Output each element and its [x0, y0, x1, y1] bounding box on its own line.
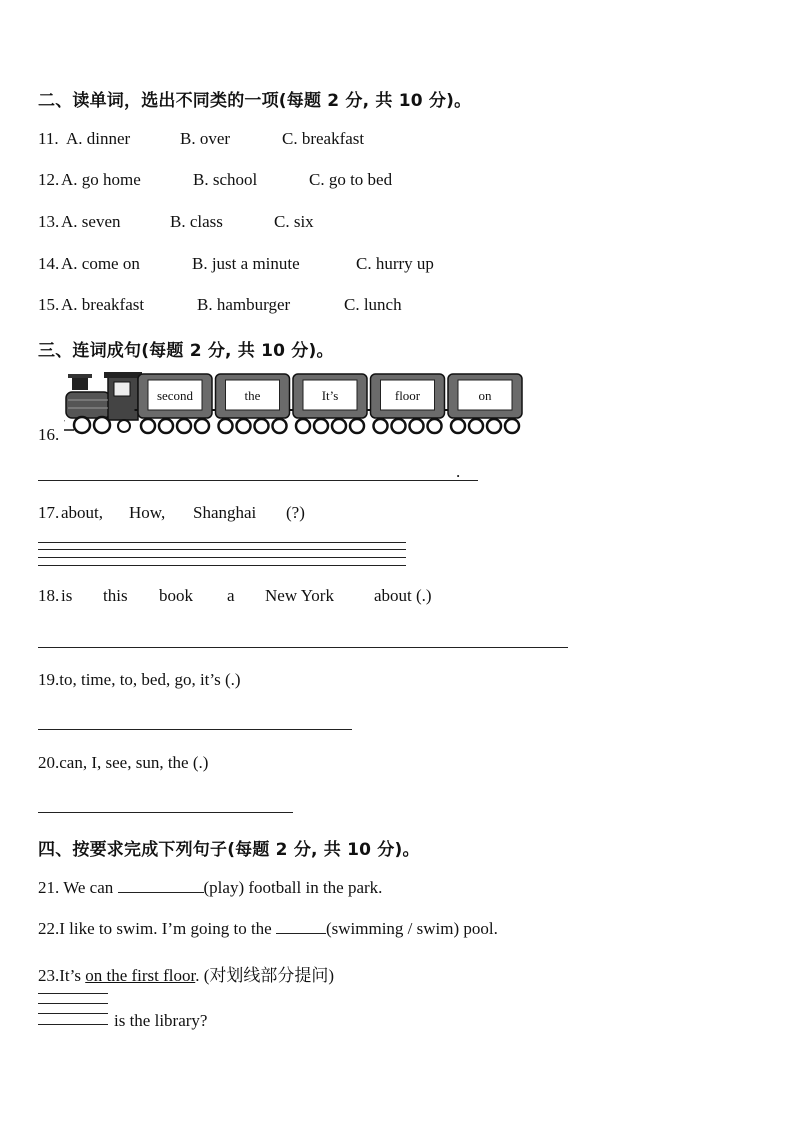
option-a: A. go home: [61, 170, 141, 189]
question-number: 17.: [38, 503, 60, 522]
car-word: floor: [394, 388, 421, 403]
answer-line: [38, 812, 293, 813]
section-3-heading: 三、连词成句(每题 2 分, 共 10 分)。: [38, 341, 334, 361]
question-number: 16.: [38, 425, 60, 444]
question-number: 12.: [38, 170, 60, 189]
option-c: C. lunch: [344, 295, 402, 314]
fill-blank[interactable]: [118, 891, 204, 893]
question-21: [38, 878, 382, 898]
question-text: 23.It’s: [38, 966, 81, 985]
word: New York: [265, 586, 334, 605]
question-number: 18.: [38, 586, 60, 605]
answer-line: [38, 565, 406, 566]
option-b: B. class: [170, 212, 223, 231]
car-word: the: [244, 388, 261, 403]
question-number: 11.: [38, 129, 59, 148]
fill-blank[interactable]: [276, 932, 326, 934]
train-illustration: [64, 370, 524, 440]
word: this: [103, 586, 128, 605]
train-car: [212, 374, 290, 433]
word: is: [61, 586, 73, 605]
train-car: [135, 374, 213, 433]
answer-line: [38, 480, 478, 481]
word: (?): [286, 503, 305, 522]
option-a: A. come on: [61, 254, 140, 273]
instruction-text: . (对划线部分提问): [195, 966, 335, 985]
option-c: C. hurry up: [356, 254, 434, 273]
train-car: [367, 374, 445, 433]
answer-line[interactable]: [38, 1003, 108, 1004]
answer-line: [38, 542, 406, 543]
word: a: [227, 586, 235, 605]
option-b: B. over: [180, 129, 231, 148]
car-word: on: [478, 388, 492, 403]
word: How,: [129, 503, 166, 522]
answer-line: [38, 549, 406, 550]
question-23: [38, 961, 334, 986]
question-text: 22.I like to swim. I’m going to the: [38, 919, 272, 938]
answer-line: [38, 647, 568, 648]
underlined-phrase: on the first floor: [85, 966, 196, 985]
option-c: C. six: [274, 212, 314, 231]
question-19: 19.to, time, to, bed, go, it’s (.): [38, 670, 241, 689]
word: Shanghai: [193, 503, 257, 522]
option-b: B. just a minute: [192, 254, 300, 273]
answer-line[interactable]: [38, 993, 108, 994]
option-b: B. hamburger: [197, 295, 291, 314]
question-22: [38, 919, 498, 939]
question-20: 20.can, I, see, sun, the (.): [38, 753, 209, 772]
train-car: [445, 374, 523, 433]
question-number: 15.: [38, 295, 60, 314]
option-a: A. dinner: [66, 129, 131, 148]
question-number: 13.: [38, 212, 60, 231]
question-number: 14.: [38, 254, 60, 273]
question-text: (swimming / swim) pool.: [325, 919, 498, 938]
option-c: C. go to bed: [309, 170, 393, 189]
word: about,: [61, 503, 104, 522]
answer-line: [38, 729, 352, 730]
question-text: (play) football in the park.: [203, 878, 383, 897]
answer-line: [38, 557, 406, 558]
word: book: [159, 586, 193, 605]
word: about (.): [374, 586, 432, 605]
section-2-heading: 二、读单词，选出不同类的一项(每题 2 分, 共 10 分)。: [38, 91, 472, 111]
answer-line[interactable]: [38, 1013, 108, 1014]
car-word: second: [156, 388, 194, 403]
option-a: A. seven: [61, 212, 121, 231]
train-car: [290, 374, 368, 433]
period-mark: .: [456, 462, 461, 481]
question-text: 21. We can: [38, 878, 114, 897]
answer-tail: is the library?: [114, 1011, 208, 1030]
answer-line[interactable]: [38, 1024, 108, 1025]
locomotive-icon: [64, 372, 142, 433]
section-4-heading: 四、按要求完成下列句子(每题 2 分, 共 10 分)。: [38, 840, 420, 860]
car-word: It’s: [321, 388, 339, 403]
option-b: B. school: [193, 170, 258, 189]
option-a: A. breakfast: [61, 295, 145, 314]
option-c: C. breakfast: [282, 129, 365, 148]
